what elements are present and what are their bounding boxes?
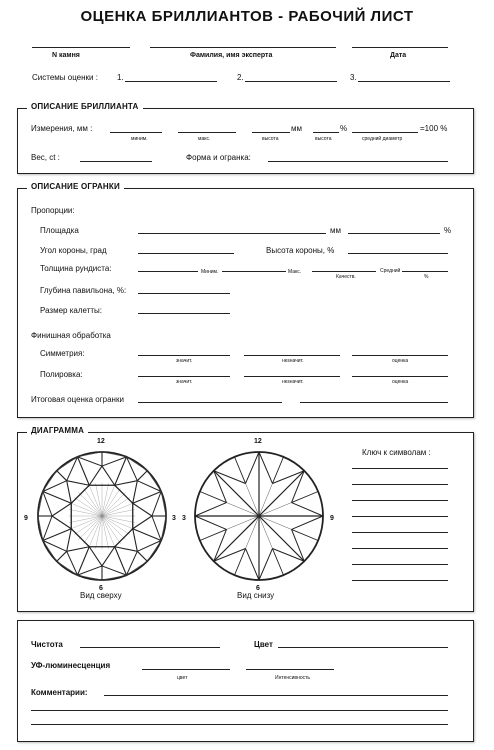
system-1-label: 1. bbox=[117, 73, 124, 82]
shape-label: Форма и огранка: bbox=[186, 153, 251, 162]
comments-line-3[interactable] bbox=[31, 724, 448, 725]
table-pct-line[interactable] bbox=[348, 233, 440, 234]
system-2-label: 2. bbox=[237, 73, 244, 82]
symmetry-significant-line[interactable] bbox=[138, 355, 230, 356]
bottom-hour-3: 3 bbox=[182, 515, 186, 522]
girdle-min-line[interactable] bbox=[138, 271, 198, 272]
key-line-8[interactable] bbox=[352, 580, 448, 581]
cut-description-legend: ОПИСАНИЕ ОГРАНКИ bbox=[27, 182, 124, 191]
table-mm-unit: мм bbox=[330, 226, 341, 235]
symmetry-grade-line[interactable] bbox=[352, 355, 448, 356]
polish-significant-line[interactable] bbox=[138, 376, 230, 377]
polish-significant-caption: значит. bbox=[176, 379, 193, 385]
fluorescence-intensity-line[interactable] bbox=[246, 669, 334, 670]
crown-height-line[interactable] bbox=[348, 253, 448, 254]
polish-insignificant-line[interactable] bbox=[244, 376, 340, 377]
eq100-label: =100 % bbox=[420, 124, 448, 133]
avg-diameter-line[interactable] bbox=[352, 132, 418, 133]
table-label: Площадка bbox=[40, 226, 79, 235]
top-hour-9: 9 bbox=[24, 515, 28, 522]
symmetry-insignificant-caption: незначит. bbox=[282, 358, 304, 364]
comments-line-1[interactable] bbox=[104, 695, 448, 696]
clarity-line[interactable] bbox=[80, 647, 220, 648]
height-pct-line[interactable] bbox=[313, 132, 339, 133]
culet-label: Размер калетты: bbox=[40, 306, 102, 315]
height2-caption: высота bbox=[315, 136, 332, 142]
bottom-hour-12: 12 bbox=[254, 438, 262, 445]
page-title: ОЦЕНКА БРИЛЛИАНТОВ - РАБОЧИЙ ЛИСТ bbox=[80, 8, 414, 25]
expert-label: Фамилия, имя эксперта bbox=[190, 52, 273, 59]
key-line-2[interactable] bbox=[352, 484, 448, 485]
weight-line[interactable] bbox=[80, 161, 152, 162]
total-cut-label: Итоговая оценка огранки bbox=[31, 395, 124, 404]
avg-diameter-caption: средний диаметр bbox=[362, 136, 403, 142]
shape-line[interactable] bbox=[268, 161, 448, 162]
system-3-line[interactable] bbox=[358, 81, 450, 82]
key-line-1[interactable] bbox=[352, 468, 448, 469]
diamond-description-legend: ОПИСАНИЕ БРИЛЛИАНТА bbox=[27, 102, 143, 111]
girdle-min-caption: Миним. bbox=[201, 269, 219, 275]
system-3-label: 3. bbox=[350, 73, 357, 82]
system-2-line[interactable] bbox=[245, 81, 337, 82]
key-line-4[interactable] bbox=[352, 516, 448, 517]
top-hour-3: 3 bbox=[172, 515, 176, 522]
min-caption: миним. bbox=[131, 136, 148, 142]
bottom-hour-9: 9 bbox=[330, 515, 334, 522]
polish-insignificant-caption: незначит. bbox=[282, 379, 304, 385]
measure-max-line[interactable] bbox=[178, 132, 236, 133]
color-line[interactable] bbox=[278, 647, 448, 648]
girdle-quality-line[interactable] bbox=[312, 271, 376, 272]
height-caption: высота bbox=[262, 136, 279, 142]
diamond-description-section bbox=[17, 108, 474, 174]
table-mm-line[interactable] bbox=[138, 233, 326, 234]
fluorescence-color-line[interactable] bbox=[142, 669, 230, 670]
girdle-max-caption: Макс. bbox=[288, 269, 302, 275]
bottom-view-caption: Вид снизу bbox=[237, 591, 275, 600]
weight-label: Вес, ct : bbox=[31, 153, 60, 162]
color-label: Цвет bbox=[254, 640, 273, 649]
proportions-label: Пропорции: bbox=[31, 206, 75, 215]
diamond-bottom-view-diagram bbox=[191, 448, 327, 584]
system-1-line[interactable] bbox=[125, 81, 217, 82]
date-label: Дата bbox=[390, 52, 407, 59]
girdle-avg-line[interactable] bbox=[402, 271, 448, 272]
key-line-5[interactable] bbox=[352, 532, 448, 533]
polish-grade-caption: оценка bbox=[392, 379, 409, 385]
stone-no-label: N камня bbox=[52, 52, 80, 59]
symmetry-insignificant-line[interactable] bbox=[244, 355, 340, 356]
finish-label: Финишная обработка bbox=[31, 331, 111, 340]
key-line-7[interactable] bbox=[352, 564, 448, 565]
comments-line-2[interactable] bbox=[31, 710, 448, 711]
grading-systems-label: Системы оценки : bbox=[32, 73, 98, 82]
clarity-label: Чистота bbox=[31, 640, 63, 649]
top-hour-6: 6 bbox=[99, 585, 103, 592]
fluorescence-intensity-caption: Интенсивность bbox=[275, 675, 311, 681]
polish-grade-line[interactable] bbox=[352, 376, 448, 377]
pavilion-label: Глубина павильона, %: bbox=[40, 286, 127, 295]
crown-height-label: Высота короны, % bbox=[266, 246, 335, 255]
girdle-max-line[interactable] bbox=[222, 271, 286, 272]
top-hour-12: 12 bbox=[97, 438, 105, 445]
girdle-label: Толщина рундиста: bbox=[40, 264, 112, 273]
polish-label: Полировка: bbox=[40, 370, 83, 379]
girdle-avg-caption: Средний bbox=[380, 268, 401, 274]
key-line-6[interactable] bbox=[352, 548, 448, 549]
symbol-key-label: Ключ к символам : bbox=[362, 448, 431, 457]
key-line-3[interactable] bbox=[352, 500, 448, 501]
expert-line[interactable] bbox=[150, 47, 336, 48]
girdle-pct-caption: % bbox=[424, 274, 429, 280]
symmetry-significant-caption: значит. bbox=[176, 358, 193, 364]
percent-unit: % bbox=[340, 124, 348, 133]
crown-angle-label: Угол короны, град bbox=[40, 246, 107, 255]
fluorescence-label: УФ-люминесценция bbox=[31, 661, 111, 670]
measure-height-line[interactable] bbox=[252, 132, 290, 133]
symmetry-grade-caption: оценка bbox=[392, 358, 409, 364]
diagram-legend: ДИАГРАММА bbox=[27, 426, 88, 435]
fluorescence-color-caption: цвет bbox=[177, 675, 188, 681]
top-view-caption: Вид сверху bbox=[80, 591, 122, 600]
bottom-hour-6: 6 bbox=[256, 585, 260, 592]
date-line[interactable] bbox=[352, 47, 448, 48]
pavilion-line[interactable] bbox=[138, 293, 230, 294]
table-pct-unit: % bbox=[444, 226, 452, 235]
crown-angle-line[interactable] bbox=[138, 253, 234, 254]
total-cut-line-1[interactable] bbox=[138, 402, 282, 403]
girdle-quality-caption: Качеств. bbox=[336, 274, 356, 280]
measurements-label: Измерения, мм : bbox=[31, 124, 93, 133]
max-caption: макс. bbox=[198, 136, 211, 142]
mm-unit: мм bbox=[291, 124, 302, 133]
diamond-top-view-diagram bbox=[34, 448, 170, 584]
symmetry-label: Симметрия: bbox=[40, 349, 85, 358]
total-cut-line-2[interactable] bbox=[300, 402, 448, 403]
culet-line[interactable] bbox=[138, 313, 230, 314]
comments-label: Комментарии: bbox=[31, 688, 88, 697]
stone-no-line[interactable] bbox=[32, 47, 130, 48]
measure-min-line[interactable] bbox=[110, 132, 162, 133]
